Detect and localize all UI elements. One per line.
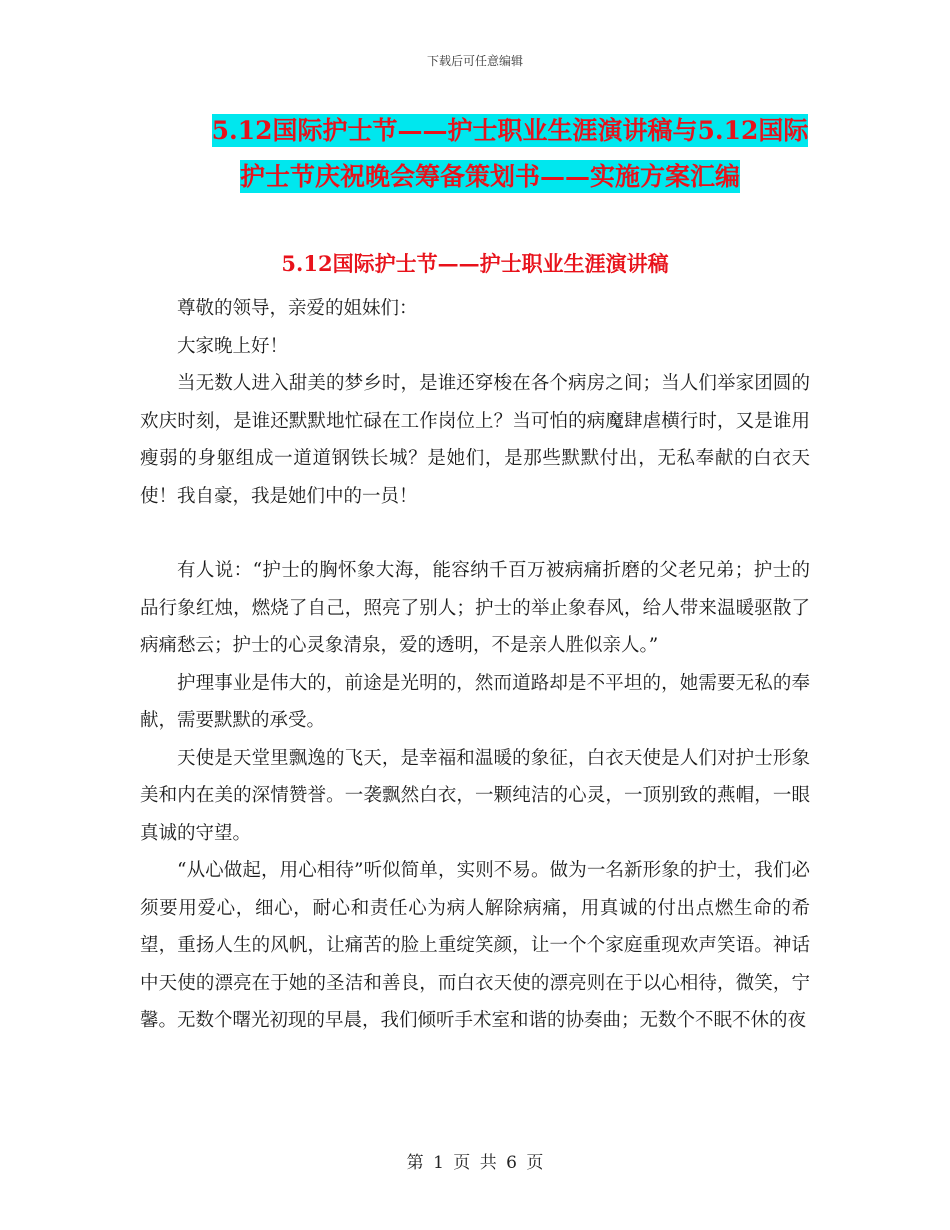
section-title: 5.12国际护士节——护士职业生涯演讲稿 (281, 251, 669, 276)
paragraph: 护理事业是伟大的，前途是光明的，然而道路却是不平坦的，她需要无私的奉献，需要默默的承受。 (140, 672, 810, 731)
document-body (140, 290, 810, 1040)
title-line-1: 5.12国际护士节——护士职业生涯演讲稿与5.12国际 (211, 116, 809, 145)
paragraph: 尊敬的领导，亲爱的姐妹们： (177, 298, 418, 319)
paragraph-gap (140, 515, 810, 552)
paragraph: 当无数人进入甜美的梦乡时，是谁还穿梭在各个病房之间；当人们举家团圆的欢庆时刻，是谁还默默地忙碌在工作岗位上？当可怕的病魔肆虐横行时，又是谁用瘦弱的身躯组成一道道钢铁长城？是她们，是那些默默付出，无私奉献的白衣天使！我自豪，我是她们中的一员！ (140, 373, 810, 507)
page-header: 下载后可任意编辑 (426, 54, 523, 68)
paragraph: “从心做起，用心相待”听似简单，实则不易。做为一名新形象的护士，我们必须要用爱心，细心，耐心和责任心为病人解除病痛，用真诚的付出点燃生命的希望，重扬人生的风帆，让痛苦的脸上重绽笑颜，让一个个家庭重现欢声笑语。神话中天使的漂亮在于她的圣洁和善良，而白衣天使的漂亮则在于以心相待，微笑，宁馨。无数个曙光初现的早晨，我们倾听手术室和谐的协奏曲；无数个不眠不休的夜 (140, 860, 810, 1031)
document-title (150, 108, 830, 200)
paragraph: 天使是天堂里飘逸的飞天，是幸福和温暖的象征，白衣天使是人们对护士形象美和内在美的深情赞誉。一袭飘然白衣，一颗纯洁的心灵，一顶别致的燕帽，一眼真诚的守望。 (140, 747, 810, 844)
title-line-2: 护士节庆祝晚会筹备策划书——实施方案汇编 (239, 162, 740, 191)
paragraph: 有人说：“护士的胸怀象大海，能容纳千百万被病痛折磨的父老兄弟；护士的品行象红烛，燃烧了自己，照亮了别人；护士的举止象春风，给人带来温暖驱散了病痛愁云；护士的心灵象清泉，爱的透明，不是亲人胜似亲人。” (140, 560, 810, 656)
page-footer: 第 1 页 共 6 页 (406, 1153, 544, 1173)
paragraph: 大家晚上好！ (177, 335, 289, 357)
